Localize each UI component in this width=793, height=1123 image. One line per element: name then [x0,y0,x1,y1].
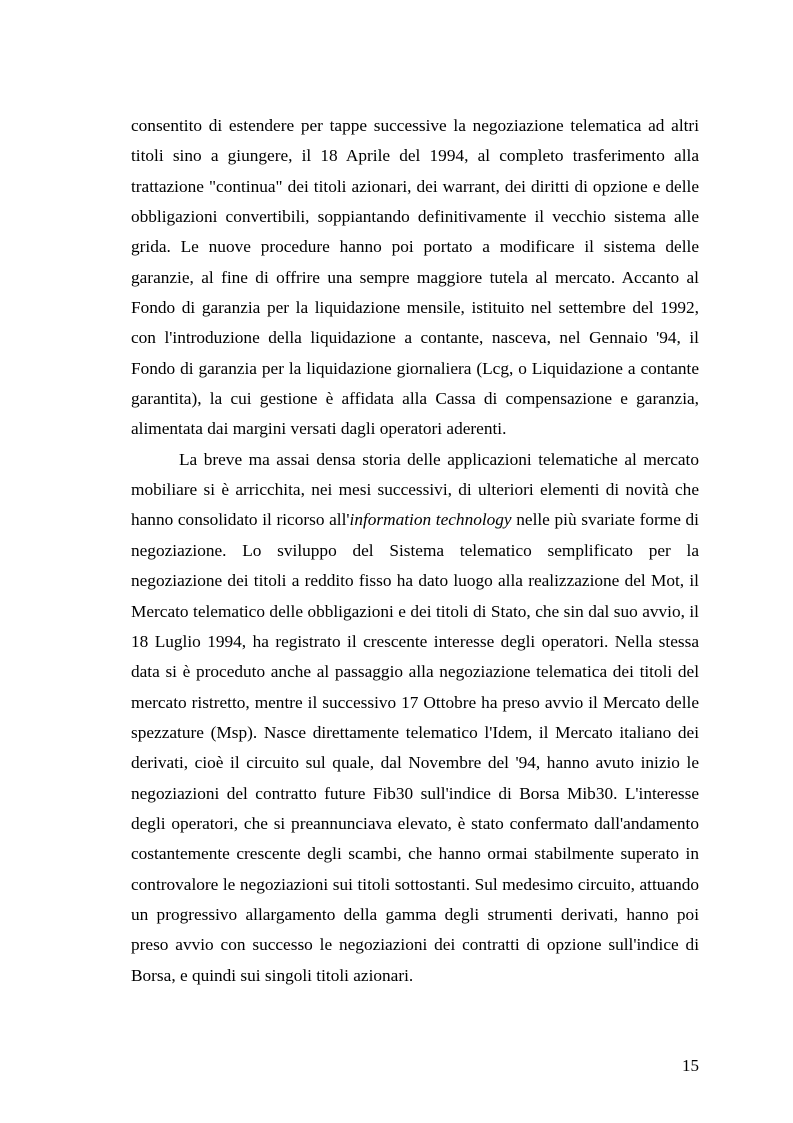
paragraph-second [131,445,699,991]
paragraph-second-start: La breve ma assai densa storia delle applicazioni telematiche al mercato mobiliare si è arricchita, nei mesi successivi, di ulteriori elementi di novità che hanno consolidato il ricorso all' [131,449,699,530]
paragraph-continuation: consentito di estendere per tappe successive la negoziazione telematica ad altri titoli sino a giungere, il 18 Aprile del 1994, al completo trasferimento alla trattazione "continua" dei titoli azionari, dei warrant, dei diritti di opzione e delle obbligazioni convertibili, soppiantando definitivamente il vecchio sistema alle grida. Le nuove procedure hanno poi portato a modificare il sistema delle garanzie, al fine di offrire una sempre maggiore tutela al mercato. Accanto al Fondo di garanzia per la liquidazione mensile, istituito nel settembre del 1992, con l'introduzione della liquidazione a contante, nasceva, nel Gennaio '94, il Fondo di garanzia per la liquidazione giornaliera (Lcg, o Liquidazione a contante garantita), la cui gestione è affidata alla Cassa di compensazione e garanzia, alimentata dai margini versati dagli operatori aderenti. [131,116,699,439]
paragraph-second-end: nelle più svariate forme di negoziazione. Lo sviluppo del Sistema telematico semplificato per la negoziazione dei titoli a reddito fisso ha dato luogo alla realizzazione del Mot, il Mercato telematico delle obbligazioni e dei titoli di Stato, che sin dal suo avvio, il 18 Luglio 1994, ha registrato il crescente interesse degli operatori. Nella stessa data si è proceduto anche al passaggio alla negoziazione telematica dei titoli del mercato ristretto, mentre il successivo 17 Ottobre ha preso avvio il Mercato delle spezzature (Msp). Nasce direttamente telematico l'Idem, il Mercato italiano dei derivati, cioè il circuito sul quale, dal Novembre del '94, hanno avuto inizio le negoziazioni del contratto future Fib30 sull'indice di Borsa Mib30. L'interesse degli operatori, che si preannunciava elevato, è stato confermato dall'andamento costantemente crescente degli scambi, che hanno ormai stabilmente superato in controvalore le negoziazioni sui titoli sottostanti. Sul medesimo circuito, attuando un progressivo allargamento della gamma degli strumenti derivati, hanno poi preso avvio con successo le negoziazioni dei contratti di opzione sull'indice di Borsa, e quindi sui singoli titoli azionari. [131,510,699,985]
page-number: 15 [682,1056,699,1075]
italic-term: information technology [349,510,512,530]
body-text [131,111,699,991]
